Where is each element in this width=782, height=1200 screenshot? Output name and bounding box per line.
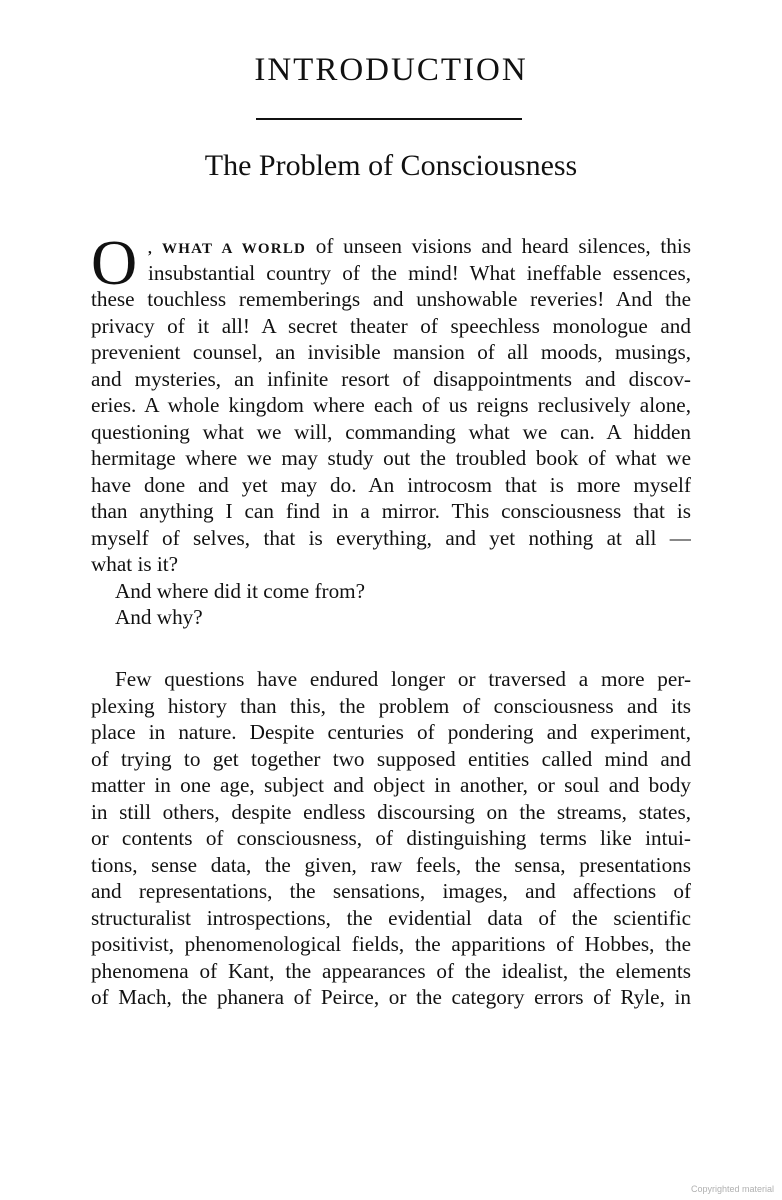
- paragraph-2-line: structuralist introspections, the evidential data of the scientific: [91, 905, 691, 930]
- paragraph-2-line: of Mach, the phanera of Peirce, or the category errors of Ryle, in: [91, 985, 691, 1009]
- paragraph-2-line: or contents of consciousness, of distinguishing terms like intui-: [91, 826, 691, 850]
- title-rule: [256, 118, 522, 120]
- paragraph-1-line: than anything I can find in a mirror. This consciousness that is: [91, 499, 691, 523]
- opening-smallcaps: , WHAT A WORLD: [148, 241, 307, 257]
- paragraph-2-line: of trying to get together two supposed entities called mind and: [91, 746, 691, 771]
- paragraph-1-line: [91, 233, 691, 260]
- paragraph-1-line: myself of selves, that is everything, and yet nothing at all —: [91, 525, 691, 550]
- paragraph-1-line: these touchless rememberings and unshowable reveries! And the: [91, 287, 691, 311]
- paragraph-1-line: hermitage where we may study out the troubled book of what we: [91, 446, 691, 470]
- paragraph-2-line: plexing history than this, the problem of consciousness and its: [91, 693, 691, 718]
- paragraph-1-line: what is it?: [91, 552, 179, 576]
- paragraph-1-line: and mysteries, an infinite resort of disappointments and discov-: [91, 366, 691, 391]
- section-title: The Problem of Consciousness: [204, 149, 578, 182]
- opening-line-rest: of unseen visions and heard silences, this: [306, 234, 691, 258]
- paragraph-2-line: tions, sense data, the given, raw feels, the sensa, presentations: [91, 852, 691, 877]
- paragraph-2-line: place in nature. Despite centuries of pondering and experiment,: [91, 720, 691, 744]
- paragraph-1-line: prevenient counsel, an invisible mansion of all moods, musings,: [91, 340, 691, 364]
- paragraph-1-line: have done and yet may do. An introcosm that is more myself: [91, 472, 691, 497]
- copyright-watermark: Copyrighted material: [690, 1184, 774, 1194]
- paragraph-2-line: in still others, despite endless discoursing on the streams, states,: [91, 799, 691, 824]
- paragraph-2-line: matter in one age, subject and object in another, or soul and body: [91, 773, 691, 797]
- paragraph-2-line: and representations, the sensations, images, and affections of: [91, 879, 691, 903]
- drop-cap: O: [91, 227, 138, 298]
- paragraph-2-line: Few questions have endured longer or traversed a more per-: [115, 667, 691, 691]
- short-line: And why?: [115, 605, 203, 629]
- paragraph-1-line: privacy of it all! A secret theater of speechless monologue and: [91, 313, 691, 338]
- paragraph-2: [91, 666, 691, 1011]
- paragraph-1-line: eries. A whole kingdom where each of us reigns reclusively alone,: [91, 393, 691, 417]
- chapter-title: INTRODUCTION: [254, 52, 528, 88]
- paragraph-2-line: positivist, phenomenological fields, the apparitions of Hobbes, the: [91, 932, 691, 956]
- paragraph-2-line: phenomena of Kant, the appearances of the idealist, the elements: [91, 958, 691, 983]
- short-line: And where did it come from?: [115, 578, 366, 603]
- paragraph-1-line: insubstantial country of the mind! What ineffable essences,: [148, 260, 691, 285]
- paragraph-1-line: questioning what we will, commanding what we can. A hidden: [91, 419, 691, 444]
- paragraph-1: [91, 227, 691, 631]
